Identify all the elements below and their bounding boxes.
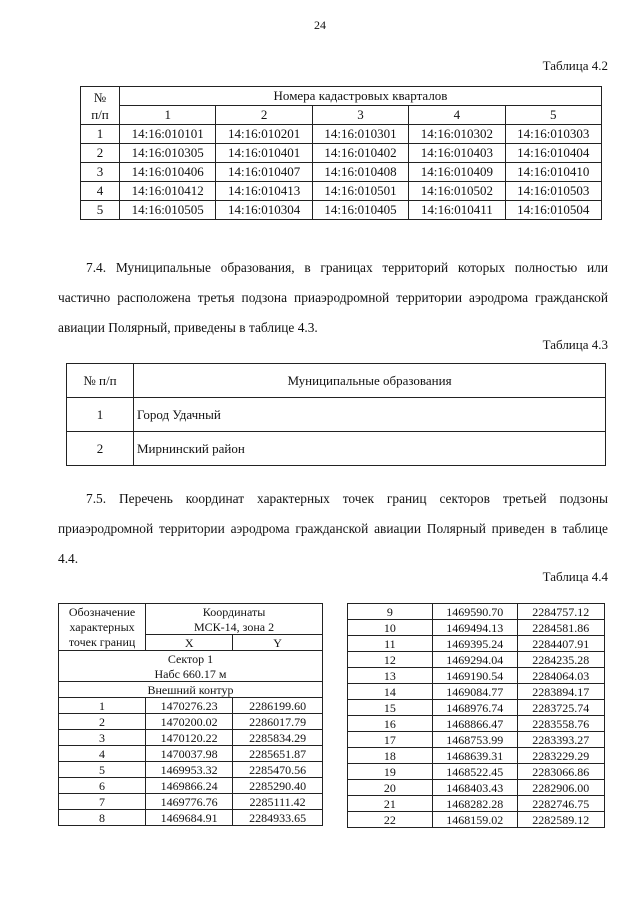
- table-4-2-col-header: 5: [505, 106, 601, 125]
- cadastral-quarter-cell: 14:16:010410: [505, 163, 601, 182]
- table-row: [348, 668, 605, 684]
- table-row: [348, 732, 605, 748]
- table-row: [59, 746, 323, 762]
- y-coordinate-cell: 2285834.29: [233, 730, 323, 746]
- point-number-cell: 3: [59, 730, 146, 746]
- table-4-2-col-header: 2: [216, 106, 312, 125]
- table-4-3-body: [67, 398, 606, 466]
- cadastral-quarter-cell: 14:16:010408: [312, 163, 408, 182]
- x-coordinate-cell: 1468639.31: [432, 748, 517, 764]
- table-4-2-header-num: № п/п: [81, 87, 120, 125]
- row-number-cell: 1: [81, 125, 120, 144]
- cadastral-quarter-cell: 14:16:010505: [120, 201, 216, 220]
- municipality-name-cell: Город Удачный: [134, 398, 606, 432]
- row-number-cell: 5: [81, 201, 120, 220]
- y-coordinate-cell: 2283229.29: [517, 748, 604, 764]
- point-number-cell: 11: [348, 636, 433, 652]
- point-number-cell: 13: [348, 668, 433, 684]
- row-number-cell: 1: [67, 398, 134, 432]
- y-coordinate-cell: 2282746.75: [517, 796, 604, 812]
- x-coordinate-cell: 1469866.24: [146, 778, 233, 794]
- y-coordinate-cell: 2285290.40: [233, 778, 323, 794]
- y-coordinate-cell: 2282589.12: [517, 812, 604, 828]
- table-4-2-caption: Таблица 4.2: [542, 58, 608, 73]
- table-row: [67, 398, 606, 432]
- table-4-4-right: [347, 603, 605, 828]
- x-coordinate-cell: 1468159.02: [432, 812, 517, 828]
- y-coordinate-cell: 2284407.91: [517, 636, 604, 652]
- y-coordinate-cell: 2286017.79: [233, 714, 323, 730]
- cadastral-quarter-cell: 14:16:010503: [505, 182, 601, 201]
- cadastral-quarter-cell: 14:16:010404: [505, 144, 601, 163]
- table-4-2-col-header: 1: [120, 106, 216, 125]
- table-4-4-left: [58, 603, 323, 826]
- cadastral-quarter-cell: 14:16:010402: [312, 144, 408, 163]
- table-4-4-header-point: Обозначение характерных точек границ: [59, 604, 146, 651]
- x-coordinate-cell: 1470200.02: [146, 714, 233, 730]
- table-row: [348, 684, 605, 700]
- table-row: [67, 432, 606, 466]
- x-coordinate-cell: 1470120.22: [146, 730, 233, 746]
- cadastral-quarter-cell: 14:16:010504: [505, 201, 601, 220]
- paragraph-7-4-text: 7.4. Муниципальные образования, в границах территорий которых полностью или частично расположена третья подзона приаэродромной территории аэродрома гражданской авиации Полярный, приведены в таблице 4.3.: [58, 260, 608, 335]
- cadastral-quarter-cell: 14:16:010303: [505, 125, 601, 144]
- x-coordinate-cell: 1468753.99: [432, 732, 517, 748]
- table-4-3-caption: Таблица 4.3: [542, 337, 608, 352]
- table-row: [59, 778, 323, 794]
- y-coordinate-cell: 2283393.27: [517, 732, 604, 748]
- y-coordinate-cell: 2286199.60: [233, 698, 323, 714]
- x-coordinate-cell: 1469684.91: [146, 810, 233, 826]
- row-number-cell: 4: [81, 182, 120, 201]
- row-number-cell: 2: [81, 144, 120, 163]
- point-number-cell: 14: [348, 684, 433, 700]
- cadastral-quarter-cell: 14:16:010304: [216, 201, 312, 220]
- cadastral-quarter-cell: 14:16:010305: [120, 144, 216, 163]
- cadastral-quarter-cell: 14:16:010412: [120, 182, 216, 201]
- page-number: 24: [314, 18, 326, 32]
- x-coordinate-cell: 1469395.24: [432, 636, 517, 652]
- y-coordinate-cell: 2285111.42: [233, 794, 323, 810]
- y-coordinate-cell: 2285470.56: [233, 762, 323, 778]
- table-row: [81, 144, 602, 163]
- x-coordinate-cell: 1468282.28: [432, 796, 517, 812]
- x-coordinate-cell: 1469190.54: [432, 668, 517, 684]
- y-coordinate-cell: 2284581.86: [517, 620, 604, 636]
- table-4-3: [66, 363, 606, 466]
- cadastral-quarter-cell: 14:16:010301: [312, 125, 408, 144]
- table-4-2-col-header: 3: [312, 106, 408, 125]
- point-number-cell: 21: [348, 796, 433, 812]
- table-4-2: [80, 86, 602, 220]
- table-row: [348, 796, 605, 812]
- x-coordinate-cell: 1469776.76: [146, 794, 233, 810]
- point-number-cell: 2: [59, 714, 146, 730]
- table-row: [348, 716, 605, 732]
- table-row: [348, 652, 605, 668]
- table-4-2-body: [81, 125, 602, 220]
- y-coordinate-cell: 2283894.17: [517, 684, 604, 700]
- cadastral-quarter-cell: 14:16:010407: [216, 163, 312, 182]
- x-coordinate-cell: 1469953.32: [146, 762, 233, 778]
- cadastral-quarter-cell: 14:16:010101: [120, 125, 216, 144]
- table-row: [59, 730, 323, 746]
- table-row: [59, 698, 323, 714]
- table-4-4-right-body: [348, 604, 605, 828]
- table-row: [348, 604, 605, 620]
- x-coordinate-cell: 1469494.13: [432, 620, 517, 636]
- table-row: [348, 620, 605, 636]
- cadastral-quarter-cell: 14:16:010302: [409, 125, 505, 144]
- point-number-cell: 10: [348, 620, 433, 636]
- cadastral-quarter-cell: 14:16:010201: [216, 125, 312, 144]
- table-row: [59, 762, 323, 778]
- table-4-2-header-title: Номера кадастровых кварталов: [120, 87, 602, 106]
- y-coordinate-cell: 2284064.03: [517, 668, 604, 684]
- point-number-cell: 7: [59, 794, 146, 810]
- table-row: [348, 636, 605, 652]
- table-4-4-nabs: Набс 660.17 м: [59, 666, 323, 682]
- cadastral-quarter-cell: 14:16:010502: [409, 182, 505, 201]
- table-4-4-sector: Сектор 1: [59, 651, 323, 667]
- point-number-cell: 5: [59, 762, 146, 778]
- point-number-cell: 20: [348, 780, 433, 796]
- table-4-3-header-num: № п/п: [67, 364, 134, 398]
- point-number-cell: 22: [348, 812, 433, 828]
- table-4-4-left-body: [59, 698, 323, 826]
- cadastral-quarter-cell: 14:16:010401: [216, 144, 312, 163]
- cadastral-quarter-cell: 14:16:010411: [409, 201, 505, 220]
- x-coordinate-cell: 1468522.45: [432, 764, 517, 780]
- cadastral-quarter-cell: 14:16:010406: [120, 163, 216, 182]
- table-row: [348, 700, 605, 716]
- row-number-cell: 2: [67, 432, 134, 466]
- point-number-cell: 12: [348, 652, 433, 668]
- y-coordinate-cell: 2284757.12: [517, 604, 604, 620]
- cadastral-quarter-cell: 14:16:010413: [216, 182, 312, 201]
- y-coordinate-cell: 2283725.74: [517, 700, 604, 716]
- paragraph-7-5: [58, 484, 608, 574]
- table-row: [348, 748, 605, 764]
- cadastral-quarter-cell: 14:16:010409: [409, 163, 505, 182]
- y-coordinate-cell: 2282906.00: [517, 780, 604, 796]
- y-coordinate-cell: 2283066.86: [517, 764, 604, 780]
- table-row: [81, 125, 602, 144]
- x-coordinate-cell: 1470037.98: [146, 746, 233, 762]
- point-number-cell: 15: [348, 700, 433, 716]
- point-number-cell: 17: [348, 732, 433, 748]
- table-row: [59, 714, 323, 730]
- table-4-4-header-x: X: [146, 635, 233, 651]
- table-row: [81, 182, 602, 201]
- y-coordinate-cell: 2284933.65: [233, 810, 323, 826]
- table-4-4-caption: Таблица 4.4: [542, 569, 608, 584]
- table-row: [81, 201, 602, 220]
- table-4-4-header-zone: МСК-14, зона 2: [146, 619, 323, 635]
- table-4-4-contour: Внешний контур: [59, 682, 323, 698]
- point-number-cell: 1: [59, 698, 146, 714]
- x-coordinate-cell: 1468403.43: [432, 780, 517, 796]
- table-4-4-header-y: Y: [233, 635, 323, 651]
- x-coordinate-cell: 1469590.70: [432, 604, 517, 620]
- x-coordinate-cell: 1470276.23: [146, 698, 233, 714]
- table-row: [348, 764, 605, 780]
- row-number-cell: 3: [81, 163, 120, 182]
- x-coordinate-cell: 1469294.04: [432, 652, 517, 668]
- table-4-3-header-title: Муниципальные образования: [134, 364, 606, 398]
- point-number-cell: 8: [59, 810, 146, 826]
- table-row: [81, 163, 602, 182]
- table-row: [348, 812, 605, 828]
- paragraph-7-5-text: 7.5. Перечень координат характерных точек границ секторов третьей подзоны приаэродромной территории аэродрома гражданской авиации Полярный приведен в таблице 4.4.: [58, 491, 608, 566]
- point-number-cell: 4: [59, 746, 146, 762]
- table-4-4-header-coord: Координаты: [146, 604, 323, 620]
- point-number-cell: 18: [348, 748, 433, 764]
- table-row: [59, 794, 323, 810]
- table-row: [348, 780, 605, 796]
- x-coordinate-cell: 1468866.47: [432, 716, 517, 732]
- y-coordinate-cell: 2284235.28: [517, 652, 604, 668]
- cadastral-quarter-cell: 14:16:010403: [409, 144, 505, 163]
- point-number-cell: 6: [59, 778, 146, 794]
- x-coordinate-cell: 1469084.77: [432, 684, 517, 700]
- y-coordinate-cell: 2283558.76: [517, 716, 604, 732]
- table-row: [59, 810, 323, 826]
- x-coordinate-cell: 1468976.74: [432, 700, 517, 716]
- point-number-cell: 9: [348, 604, 433, 620]
- cadastral-quarter-cell: 14:16:010405: [312, 201, 408, 220]
- paragraph-7-4: [58, 253, 608, 343]
- cadastral-quarter-cell: 14:16:010501: [312, 182, 408, 201]
- point-number-cell: 19: [348, 764, 433, 780]
- table-4-2-col-header: 4: [409, 106, 505, 125]
- point-number-cell: 16: [348, 716, 433, 732]
- y-coordinate-cell: 2285651.87: [233, 746, 323, 762]
- municipality-name-cell: Мирнинский район: [134, 432, 606, 466]
